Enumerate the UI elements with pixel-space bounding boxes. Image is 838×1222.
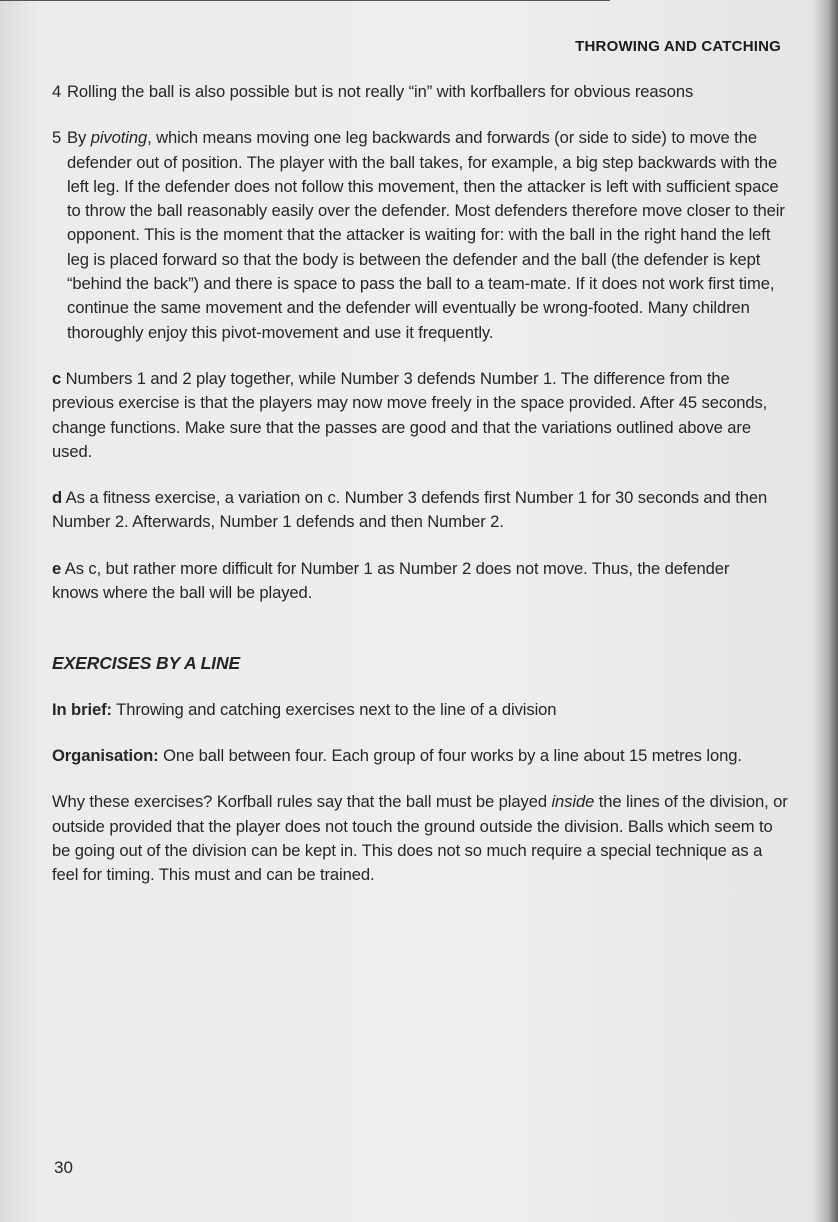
emphasis-inside: inside	[551, 792, 595, 812]
page-body	[52, 80, 792, 887]
text-run: the lines of the division, or outside provided that the player does not touch the ground outside the division. Balls which seem to be going out of the division can be kept in. This does not so much require a special technique as a feel for timing. This must and can be trained.	[52, 792, 788, 885]
text-run: , which means moving one leg backwards and forwards (or side to side) to move the defender out of position. The player with the ball takes, for example, a big step backwards with the left leg. If the defender does not follow this movement, then the attacker is left with sufficient space to throw the ball reasonably easily over the defender. Most defenders therefore move closer to their opponent. This is the moment that the attacker is waiting for: with the ball in the right hand the left leg is placed forward so that the body is between the defender and the ball (the defender is kept “behind the back”) and there is space to pass the ball to a team-mate. If it does not work first time, continue the same movement and the defender will eventually be wrong-footed. Many children thoroughly enjoy this pivot-movement and use it frequently.	[67, 128, 785, 342]
list-item-number: 5	[52, 128, 62, 148]
emphasis-pivoting: pivoting	[90, 128, 148, 148]
page-number: 30	[54, 1158, 73, 1177]
why-paragraph	[52, 790, 792, 887]
in-brief-label: In brief:	[52, 699, 112, 719]
text-run: By	[67, 128, 91, 148]
exercise-text: Numbers 1 and 2 play together, while Number 3 defends Number 1. The difference from the previous exercise is that the players may now move freely in the space provided. After 45 seconds, change functions. Make sure that the passes are good and that the variations outlined above are used.	[52, 368, 768, 461]
page-binding-shadow	[812, 0, 838, 1222]
text-run: Why these exercises? Korfball rules say that the ball must be played	[52, 792, 552, 812]
exercise-c	[52, 367, 774, 464]
section-title: EXERCISES BY A LINE	[52, 653, 241, 674]
in-brief-paragraph	[52, 698, 792, 722]
exercise-text: As a fitness exercise, a variation on c. Number 3 defends first Number 1 for 30 seconds and then Number 2. Afterwards, Number 1 defends and then Number 2.	[52, 488, 768, 532]
running-header: THROWING AND CATCHING	[575, 38, 781, 55]
exercise-d	[52, 486, 774, 535]
in-brief-text: Throwing and catching exercises next to the line of a division	[116, 699, 557, 719]
list-item-4	[52, 80, 792, 104]
organisation-text: One ball between four. Each group of four works by a line about 15 metres long.	[163, 745, 742, 765]
exercise-letter: d	[52, 488, 63, 508]
exercise-letter: e	[52, 558, 62, 578]
exercise-letter: c	[52, 368, 62, 388]
organisation-label: Organisation:	[52, 745, 159, 765]
list-item-text: Rolling the ball is also possible but is not really “in” with korfballers for obvious reasons	[67, 82, 694, 101]
exercise-e	[52, 557, 774, 606]
organisation-paragraph	[52, 744, 792, 768]
exercise-text: As c, but rather more difficult for Number 1 as Number 2 does not move. Thus, the defender knows where the ball will be played.	[52, 558, 730, 603]
list-item-5	[52, 126, 792, 345]
list-item-number: 4	[52, 82, 62, 101]
list-item-text	[67, 126, 792, 345]
page-top-edge	[0, 0, 610, 1]
